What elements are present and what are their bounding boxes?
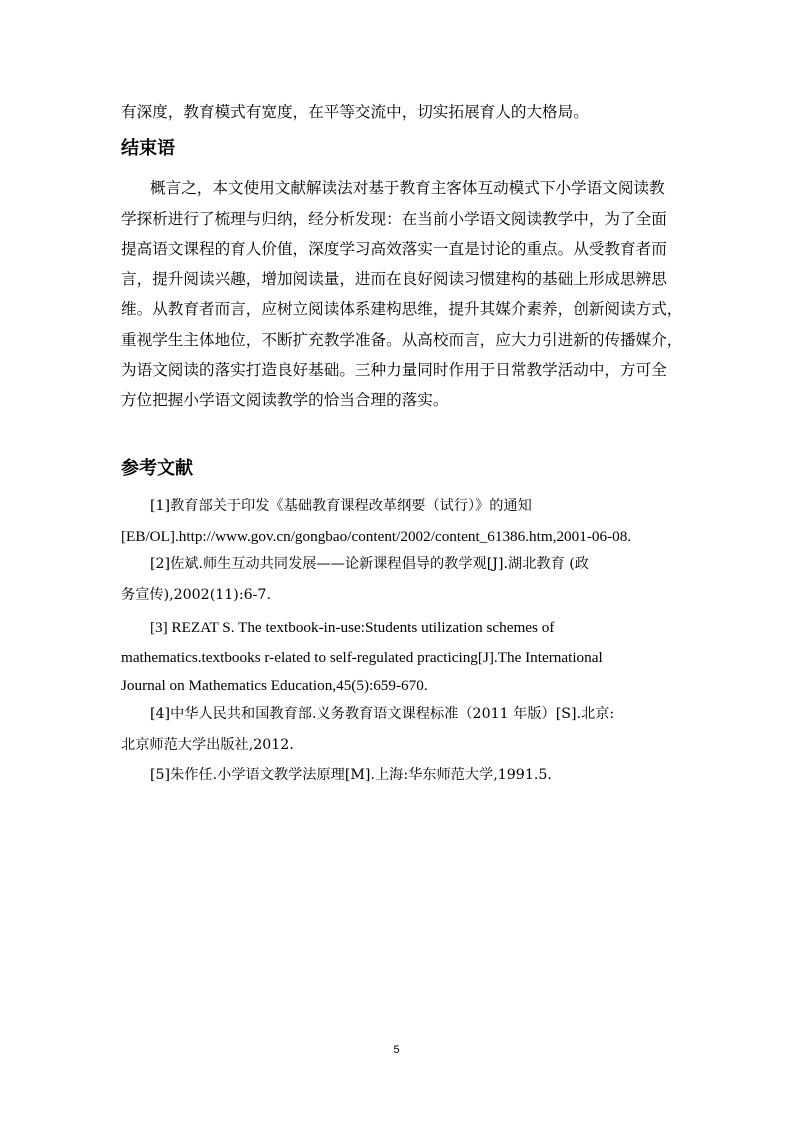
reference-line: 北京师范大学出版社,2012. <box>121 737 294 753</box>
reference-line: 务宣传),2002(11):6-7. <box>121 587 271 603</box>
reference-line: [4]中华人民共和国教育部.义务教育语文课程标准（2011 年版）[S].北京: <box>150 706 615 722</box>
conclusion-line: 学探析进行了梳理与归纳，经分析发现：在当前小学语文阅读教学中，为了全面 <box>121 210 667 228</box>
conclusion-heading: 结束语 <box>121 138 175 159</box>
conclusion-line: 维。从教育者而言，应树立阅读体系建构思维，提升其媒介素养，创新阅读方式， <box>121 300 683 318</box>
reference-line: [5]朱作任.小学语文教学法原理[M].上海:华东师范大学,1991.5. <box>150 767 552 783</box>
reference-line: [1]教育部关于印发《基础教育课程改革纲要（试行）》的通知 <box>150 498 532 514</box>
conclusion-line: 概言之，本文使用文献解读法对基于教育主客体互动模式下小学语文阅读教 <box>150 179 665 197</box>
page-number: 5 <box>393 1044 400 1056</box>
conclusion-line: 方位把握小学语文阅读教学的恰当合理的落实。 <box>121 391 449 409</box>
body-text-line: 有深度，教育模式有宽度，在平等交流中，切实拓展育人的大格局。 <box>121 103 589 121</box>
reference-line: [EB/OL].http://www.gov.cn/gongbao/content/2002/content_61386.htm,2001-06-08. <box>121 528 632 545</box>
conclusion-line: 言，提升阅读兴趣，增加阅读量，进而在良好阅读习惯建构的基础上形成思辨思 <box>121 270 667 288</box>
reference-line: mathematics.textbooks r-elated to self-regulated practicing[J].The International <box>121 649 603 666</box>
references-heading: 参考文献 <box>121 458 193 479</box>
reference-line: [2]佐斌.师生互动共同发展——论新课程倡导的教学观[J].湖北教育 (政 <box>150 556 589 572</box>
reference-line: Journal on Mathematics Education,45(5):659-670. <box>121 677 428 694</box>
conclusion-line: 提高语文课程的育人价值，深度学习高效落实一直是讨论的重点。从受教育者而 <box>121 240 667 258</box>
reference-line: [3] REZAT S. The textbook-in-use:Students utilization schemes of <box>150 619 555 636</box>
conclusion-line: 为语文阅读的落实打造良好基础。三种力量同时作用于日常教学活动中，方可全 <box>121 361 667 379</box>
conclusion-line: 重视学生主体地位，不断扩充教学准备。从高校而言，应大力引进新的传播媒介， <box>121 331 683 349</box>
